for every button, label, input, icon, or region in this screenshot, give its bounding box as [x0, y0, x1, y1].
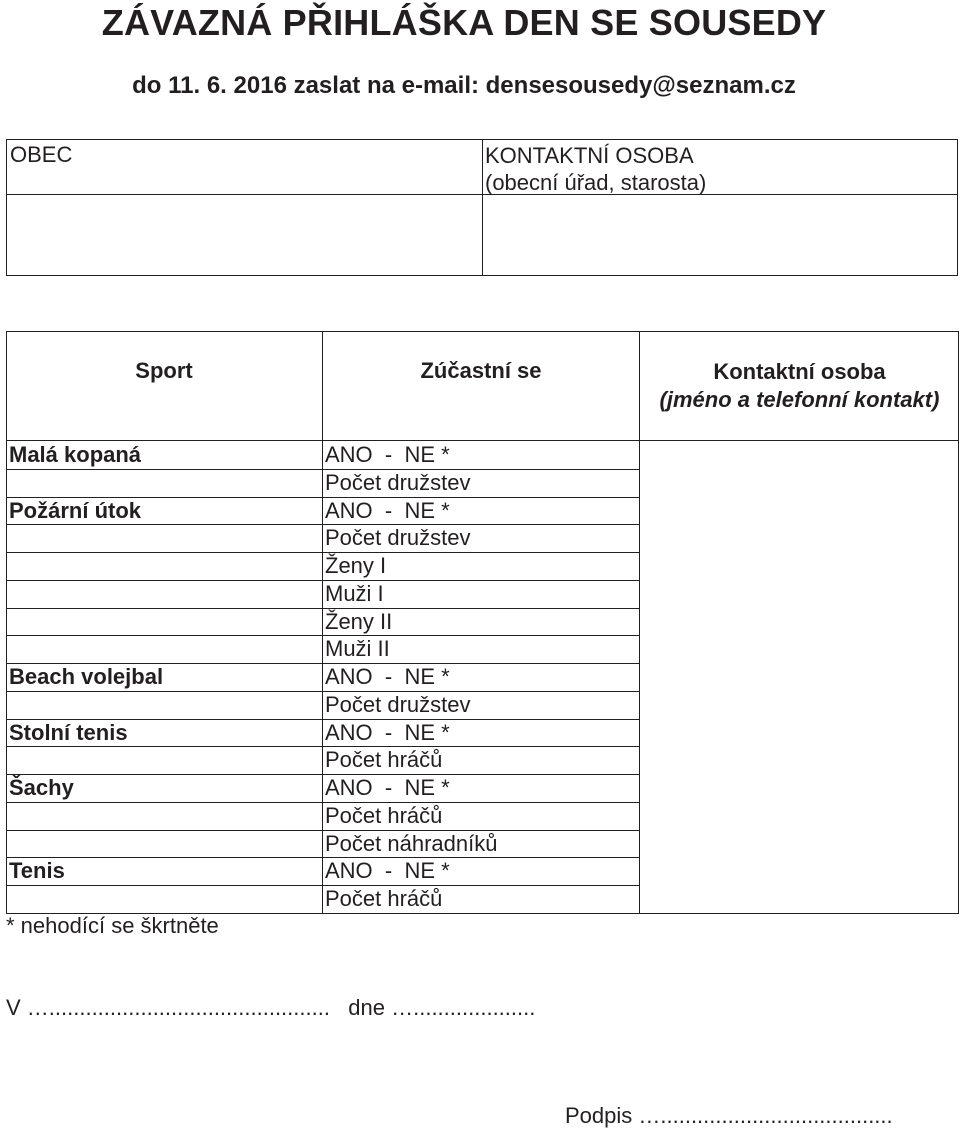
- sport-name: Malá kopaná: [9, 442, 142, 467]
- sport-name: Stolní tenis: [9, 720, 128, 745]
- count-field[interactable]: Počet hráčů: [325, 886, 443, 911]
- count-field[interactable]: Muži I: [325, 581, 384, 606]
- participation-option[interactable]: ANO - NE *: [325, 498, 450, 523]
- header-sport: Sport: [135, 358, 193, 383]
- contact-person-label: [485, 142, 706, 196]
- signature-line[interactable]: Podpis …......................................: [565, 1103, 893, 1128]
- count-field[interactable]: Počet družstev: [325, 470, 471, 495]
- footnote: * nehodící se škrtněte: [6, 913, 219, 938]
- contact-person-label-line1: KONTAKTNÍ OSOBA: [485, 143, 694, 168]
- place-date-line[interactable]: V ….............................................. dne …....................: [6, 995, 536, 1020]
- header-contact: [640, 358, 959, 414]
- count-field[interactable]: Ženy I: [325, 553, 387, 578]
- sport-name: Požární útok: [9, 498, 142, 523]
- municipality-table: [6, 139, 958, 276]
- form-subtitle: do 11. 6. 2016 zaslat na e-mail: densesousedy@seznam.cz: [132, 72, 796, 99]
- count-field[interactable]: Počet družstev: [325, 692, 471, 717]
- contact-person-input-cell[interactable]: [483, 195, 957, 275]
- count-field[interactable]: Počet družstev: [325, 525, 471, 550]
- count-field[interactable]: Počet hráčů: [325, 803, 443, 828]
- header-contact-line2: (jméno a telefonní kontakt): [659, 387, 940, 412]
- participation-option[interactable]: ANO - NE *: [325, 720, 450, 745]
- header-participation: Zúčastní se: [420, 358, 542, 383]
- count-field[interactable]: Ženy II: [325, 609, 393, 634]
- participation-option[interactable]: ANO - NE *: [325, 858, 450, 883]
- obec-input-cell[interactable]: [7, 195, 482, 275]
- sport-name: Šachy: [9, 775, 74, 800]
- participation-option[interactable]: ANO - NE *: [325, 775, 450, 800]
- sport-name: Beach volejbal: [9, 664, 164, 689]
- header-contact-line1: Kontaktní osoba: [713, 359, 886, 384]
- count-field[interactable]: Muži II: [325, 636, 390, 661]
- count-field[interactable]: Počet náhradníků: [325, 831, 498, 856]
- form-title: ZÁVAZNÁ PŘIHLÁŠKA DEN SE SOUSEDY: [101, 2, 827, 43]
- contact-person-label-line2: (obecní úřad, starosta): [485, 170, 707, 195]
- obec-label: OBEC: [10, 142, 73, 167]
- participation-option[interactable]: ANO - NE *: [325, 442, 450, 467]
- contact-input-cell[interactable]: [640, 441, 958, 913]
- count-field[interactable]: Počet hráčů: [325, 747, 443, 772]
- participation-option[interactable]: ANO - NE *: [325, 664, 450, 689]
- sport-name: Tenis: [9, 858, 65, 883]
